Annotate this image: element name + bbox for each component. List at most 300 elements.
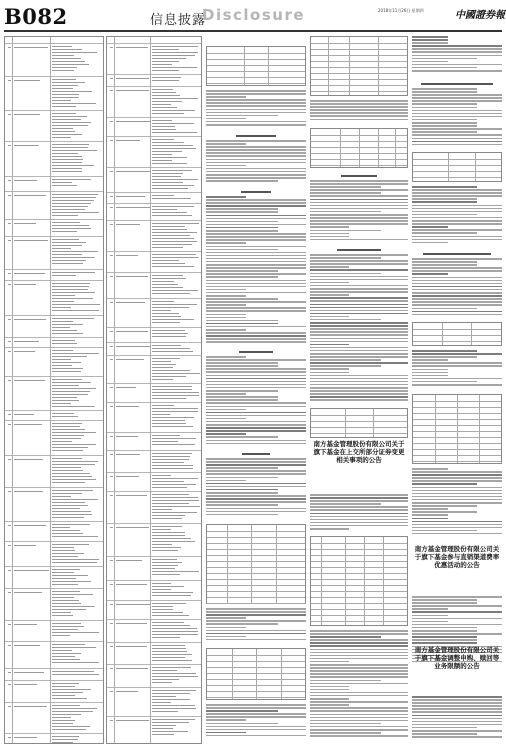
text-line bbox=[206, 246, 306, 248]
detail-text-mark bbox=[152, 107, 177, 108]
fund-name-mark bbox=[14, 273, 45, 274]
detail-text-mark bbox=[52, 594, 93, 595]
detail-text-mark bbox=[152, 61, 179, 62]
table-row-rule bbox=[207, 579, 305, 580]
text-line bbox=[412, 533, 502, 535]
text-line bbox=[412, 267, 502, 269]
text-line bbox=[412, 195, 502, 197]
text-line bbox=[206, 384, 306, 386]
data-table bbox=[310, 36, 408, 96]
text-line bbox=[206, 433, 246, 435]
text-line bbox=[412, 724, 502, 726]
text-line bbox=[412, 627, 477, 629]
table-row-rule bbox=[413, 165, 501, 166]
detail-text-mark bbox=[52, 482, 85, 483]
text-line bbox=[412, 261, 477, 263]
row-number-mark bbox=[8, 491, 11, 492]
text-line bbox=[206, 390, 278, 392]
row-number-mark bbox=[110, 207, 113, 208]
text-line bbox=[310, 353, 408, 355]
text-line bbox=[206, 121, 306, 123]
text-line bbox=[206, 224, 306, 226]
table-column-rule bbox=[232, 649, 233, 699]
detail-text-mark bbox=[152, 157, 187, 158]
text-line bbox=[310, 513, 408, 515]
text-block bbox=[412, 88, 502, 147]
detail-text-mark bbox=[152, 49, 179, 50]
detail-text-mark bbox=[52, 458, 82, 459]
text-line bbox=[310, 334, 408, 336]
text-line bbox=[206, 301, 306, 303]
detail-text-mark bbox=[52, 162, 82, 163]
table-row-rule bbox=[311, 85, 407, 86]
detail-text-mark bbox=[52, 708, 97, 709]
text-line bbox=[206, 335, 306, 337]
detail-text-mark bbox=[52, 185, 77, 186]
text-line bbox=[206, 498, 306, 500]
row-number-mark bbox=[8, 319, 11, 320]
text-line bbox=[310, 506, 408, 508]
row-number-mark bbox=[110, 346, 113, 347]
text-line bbox=[206, 508, 306, 510]
text-line bbox=[412, 88, 477, 90]
detail-text-mark bbox=[52, 324, 83, 325]
detail-text-mark bbox=[52, 49, 82, 50]
table-row-rule bbox=[311, 543, 407, 544]
text-line bbox=[412, 273, 448, 275]
detail-text-mark bbox=[52, 382, 91, 383]
detail-text-mark bbox=[152, 70, 179, 71]
fund-name-mark bbox=[14, 672, 44, 673]
detail-text-mark bbox=[152, 408, 198, 409]
text-line bbox=[310, 211, 381, 213]
detail-text-mark bbox=[152, 420, 185, 421]
table-row bbox=[5, 733, 103, 734]
text-block bbox=[206, 90, 306, 127]
data-table bbox=[310, 128, 408, 168]
detail-text-mark bbox=[152, 423, 186, 424]
detail-text-mark bbox=[52, 632, 99, 633]
fund-name-mark bbox=[116, 495, 147, 496]
row-number-mark bbox=[110, 476, 113, 477]
text-line bbox=[206, 704, 306, 706]
text-line bbox=[310, 636, 381, 638]
table-row bbox=[107, 383, 201, 384]
detail-text-mark bbox=[152, 606, 172, 607]
table-column-divider bbox=[50, 37, 51, 743]
table-row bbox=[5, 410, 103, 411]
text-line bbox=[412, 608, 448, 610]
row-number-mark bbox=[8, 570, 11, 571]
fund-name-mark bbox=[116, 691, 138, 692]
row-number-mark bbox=[8, 195, 11, 196]
table-row-rule bbox=[311, 621, 407, 622]
table-row-rule bbox=[311, 591, 407, 592]
detail-text-mark bbox=[52, 403, 71, 404]
detail-text-mark bbox=[52, 61, 85, 62]
table-row-rule bbox=[311, 73, 407, 74]
text-line bbox=[310, 639, 408, 641]
detail-text-mark bbox=[152, 132, 197, 133]
row-number-mark bbox=[8, 645, 11, 646]
detail-text-mark bbox=[152, 667, 191, 668]
text-block bbox=[206, 356, 306, 446]
detail-text-mark bbox=[52, 318, 94, 319]
text-line bbox=[310, 189, 408, 191]
detail-text-mark bbox=[52, 125, 88, 126]
text-block bbox=[310, 630, 408, 738]
detail-text-mark bbox=[152, 160, 172, 161]
detail-text-mark bbox=[152, 148, 196, 149]
detail-text-mark bbox=[52, 263, 83, 264]
text-line bbox=[310, 220, 408, 222]
text-line bbox=[206, 208, 278, 210]
text-line bbox=[206, 514, 278, 516]
heading-line bbox=[239, 351, 273, 353]
detail-text-mark bbox=[152, 241, 197, 242]
text-line bbox=[206, 323, 278, 325]
text-line bbox=[310, 195, 408, 197]
text-line bbox=[412, 229, 502, 231]
text-line bbox=[310, 183, 408, 185]
detail-text-mark bbox=[152, 459, 189, 460]
detail-text-mark bbox=[52, 64, 89, 65]
text-line bbox=[310, 704, 349, 706]
detail-text-mark bbox=[52, 659, 80, 660]
section-heading bbox=[310, 246, 408, 254]
table-row bbox=[5, 620, 103, 621]
detail-text-mark bbox=[152, 690, 196, 691]
text-line bbox=[412, 508, 448, 510]
text-line bbox=[310, 362, 408, 364]
row-number-mark bbox=[8, 525, 11, 526]
table-row-rule bbox=[207, 83, 305, 84]
fund-name-mark bbox=[14, 592, 42, 593]
detail-text-mark bbox=[52, 429, 85, 430]
detail-text-mark bbox=[52, 391, 90, 392]
detail-text-mark bbox=[152, 151, 182, 152]
detail-text-mark bbox=[152, 654, 192, 655]
row-number-mark bbox=[110, 171, 113, 172]
detail-text-mark bbox=[152, 441, 178, 442]
detail-text-mark bbox=[52, 394, 88, 395]
text-line bbox=[310, 202, 408, 204]
detail-text-mark bbox=[52, 254, 82, 255]
page-number: B082 bbox=[4, 4, 68, 29]
table-row-rule bbox=[207, 573, 305, 574]
detail-text-mark bbox=[52, 222, 80, 223]
fund-name-mark bbox=[14, 223, 36, 224]
text-line bbox=[206, 159, 306, 161]
text-line bbox=[412, 64, 502, 66]
text-line bbox=[206, 483, 306, 485]
detail-text-mark bbox=[52, 674, 99, 675]
detail-text-mark bbox=[152, 417, 194, 418]
issue-date: 2018年11月26日 星期四 bbox=[378, 8, 424, 13]
detail-text-mark bbox=[52, 739, 78, 740]
detail-text-mark bbox=[152, 465, 193, 466]
text-line bbox=[206, 295, 246, 297]
text-line bbox=[206, 365, 278, 367]
detail-text-mark bbox=[152, 518, 182, 519]
text-line bbox=[412, 264, 477, 266]
text-line bbox=[206, 211, 278, 213]
table-row bbox=[107, 450, 201, 451]
text-line bbox=[412, 718, 502, 720]
detail-text-mark bbox=[52, 79, 75, 80]
text-line bbox=[310, 652, 408, 654]
detail-text-mark bbox=[52, 144, 89, 145]
text-line bbox=[412, 468, 448, 470]
detail-text-mark bbox=[52, 70, 74, 71]
fund-name-mark bbox=[116, 454, 140, 455]
text-line bbox=[412, 113, 502, 115]
text-line bbox=[310, 732, 381, 734]
table-row bbox=[107, 203, 201, 204]
text-line bbox=[412, 602, 477, 604]
text-line bbox=[412, 48, 502, 50]
text-line bbox=[206, 359, 306, 361]
text-line bbox=[412, 350, 477, 352]
text-line bbox=[206, 292, 306, 294]
text-line bbox=[310, 291, 408, 293]
text-line bbox=[310, 649, 408, 651]
text-line bbox=[412, 381, 477, 383]
text-line bbox=[206, 205, 306, 207]
text-line bbox=[206, 155, 306, 157]
text-line bbox=[412, 198, 477, 200]
fund-name-mark bbox=[14, 624, 37, 625]
text-line bbox=[412, 58, 477, 60]
detail-text-mark bbox=[52, 134, 82, 135]
table-column-rule bbox=[321, 537, 322, 625]
section-heading bbox=[206, 188, 306, 196]
text-line bbox=[206, 124, 306, 126]
text-line bbox=[412, 128, 502, 130]
text-line bbox=[412, 295, 502, 297]
table-row-rule bbox=[311, 567, 407, 568]
row-number-mark bbox=[8, 341, 11, 342]
text-line bbox=[310, 192, 381, 194]
detail-text-mark bbox=[152, 263, 185, 264]
detail-text-mark bbox=[52, 647, 96, 648]
fund-name-mark bbox=[116, 346, 151, 347]
detail-text-mark bbox=[52, 150, 97, 151]
detail-text-mark bbox=[52, 385, 79, 386]
table-row bbox=[107, 74, 201, 75]
text-line bbox=[310, 307, 408, 309]
table-row-rule bbox=[311, 427, 407, 428]
table-row bbox=[107, 619, 201, 620]
table-row-rule bbox=[207, 567, 305, 568]
section-heading bbox=[206, 132, 306, 140]
fund-name-mark bbox=[14, 114, 40, 115]
detail-text-mark bbox=[52, 289, 88, 290]
detail-text-mark bbox=[52, 524, 90, 525]
table-row bbox=[5, 420, 103, 421]
text-line bbox=[412, 721, 502, 723]
detail-text-mark bbox=[152, 142, 184, 143]
text-line bbox=[310, 266, 349, 268]
text-line bbox=[206, 630, 306, 632]
detail-text-mark bbox=[52, 52, 97, 53]
detail-text-mark bbox=[152, 67, 197, 68]
text-line bbox=[206, 146, 306, 148]
text-line bbox=[206, 236, 306, 238]
table-column-rule bbox=[340, 129, 341, 167]
text-line bbox=[206, 102, 306, 104]
table-column-rule bbox=[442, 323, 443, 345]
text-line bbox=[310, 347, 408, 349]
detail-text-mark bbox=[152, 77, 181, 78]
detail-text-mark bbox=[152, 226, 185, 227]
text-line bbox=[310, 223, 408, 225]
detail-text-mark bbox=[52, 343, 77, 344]
row-number-mark bbox=[110, 454, 113, 455]
text-line bbox=[206, 112, 306, 114]
text-line bbox=[412, 642, 477, 644]
fund-name-mark bbox=[116, 302, 145, 303]
text-line bbox=[412, 94, 502, 96]
text-line bbox=[310, 381, 408, 383]
text-line bbox=[310, 288, 408, 290]
table-row-rule bbox=[207, 65, 305, 66]
text-line bbox=[206, 162, 306, 164]
detail-text-mark bbox=[152, 529, 171, 530]
detail-text-mark bbox=[52, 275, 76, 276]
detail-text-mark bbox=[52, 562, 97, 563]
announcement-title-2: 南方基金管理股份有限公司关于旗下基金参与直销渠道费率优惠活动的公告 bbox=[414, 545, 500, 569]
detail-text-mark bbox=[152, 145, 193, 146]
row-number-mark bbox=[110, 527, 113, 528]
table-row bbox=[5, 269, 103, 270]
text-line bbox=[310, 279, 408, 281]
text-line bbox=[412, 615, 448, 617]
detail-text-mark bbox=[52, 629, 78, 630]
detail-text-mark bbox=[52, 416, 78, 417]
text-line bbox=[206, 196, 246, 198]
text-line bbox=[310, 528, 349, 530]
detail-text-mark bbox=[52, 272, 95, 273]
detail-text-mark bbox=[52, 131, 75, 132]
text-line bbox=[412, 67, 477, 69]
detail-text-mark bbox=[52, 113, 76, 114]
text-line bbox=[412, 527, 502, 529]
table-column-rule bbox=[457, 395, 458, 463]
text-line bbox=[310, 519, 408, 521]
detail-text-mark bbox=[152, 223, 199, 224]
detail-text-mark bbox=[52, 490, 93, 491]
text-line bbox=[206, 480, 246, 482]
detail-text-mark bbox=[52, 413, 74, 414]
detail-text-mark bbox=[152, 615, 189, 616]
text-line bbox=[412, 70, 502, 72]
text-line bbox=[310, 633, 408, 635]
detail-text-mark bbox=[152, 389, 192, 390]
detail-text-mark bbox=[52, 106, 76, 107]
text-line bbox=[206, 729, 306, 731]
row-number-mark bbox=[110, 623, 113, 624]
text-line bbox=[412, 280, 502, 282]
text-line bbox=[412, 624, 502, 626]
table-column-rule bbox=[328, 37, 329, 95]
text-line bbox=[310, 396, 408, 398]
table-column-rule bbox=[345, 537, 346, 625]
detail-text-mark bbox=[152, 456, 189, 457]
detail-text-mark bbox=[152, 275, 183, 276]
table-row-rule bbox=[311, 573, 407, 574]
table-row-rule bbox=[413, 177, 501, 178]
detail-text-mark bbox=[52, 82, 85, 83]
table-row-rule bbox=[311, 61, 407, 62]
detail-text-mark bbox=[52, 626, 84, 627]
detail-text-mark bbox=[152, 364, 176, 365]
table-row bbox=[5, 702, 103, 703]
detail-text-mark bbox=[52, 423, 82, 424]
detail-text-mark bbox=[152, 254, 196, 255]
row-number-mark bbox=[110, 668, 113, 669]
detail-text-mark bbox=[52, 623, 81, 624]
text-line bbox=[206, 215, 306, 217]
text-line bbox=[412, 730, 502, 732]
detail-text-mark bbox=[52, 569, 80, 570]
detail-text-mark bbox=[152, 235, 190, 236]
detail-text-mark bbox=[52, 356, 87, 357]
detail-text-mark bbox=[152, 123, 194, 124]
text-line bbox=[412, 480, 502, 482]
text-line bbox=[310, 375, 408, 377]
text-line bbox=[310, 356, 408, 358]
detail-text-mark bbox=[152, 373, 200, 374]
table-row-rule bbox=[413, 341, 501, 342]
text-line bbox=[206, 489, 278, 491]
text-line bbox=[206, 418, 246, 420]
text-line bbox=[310, 331, 408, 333]
detail-text-mark bbox=[152, 565, 177, 566]
text-line bbox=[206, 174, 306, 176]
detail-text-mark bbox=[52, 644, 85, 645]
text-line bbox=[206, 221, 278, 223]
table-column-rule bbox=[378, 129, 379, 167]
detail-text-mark bbox=[152, 113, 184, 114]
detail-text-mark bbox=[152, 411, 198, 412]
detail-text-mark bbox=[52, 340, 75, 341]
detail-text-mark bbox=[52, 365, 72, 366]
text-line bbox=[206, 639, 306, 641]
text-line bbox=[206, 620, 306, 622]
detail-text-mark bbox=[152, 110, 195, 111]
detail-text-mark bbox=[52, 720, 75, 721]
text-line bbox=[310, 720, 408, 722]
detail-text-mark bbox=[152, 247, 183, 248]
detail-text-mark bbox=[152, 628, 197, 629]
detail-text-mark bbox=[52, 435, 84, 436]
heading-line bbox=[341, 175, 376, 177]
row-number-mark bbox=[8, 80, 11, 81]
detail-text-mark bbox=[152, 503, 188, 504]
detail-text-mark bbox=[152, 386, 192, 387]
detail-text-mark bbox=[152, 293, 190, 294]
text-line bbox=[206, 415, 306, 417]
text-line bbox=[206, 636, 246, 638]
fund-name-mark bbox=[116, 140, 140, 141]
detail-text-mark bbox=[52, 200, 94, 201]
fund-name-mark bbox=[14, 240, 48, 241]
detail-text-mark bbox=[52, 508, 80, 509]
announcement-title-3: 南方基金管理股份有限公司关于旗下基金调整申购、赎回等业务限额的公告 bbox=[414, 646, 500, 670]
announcement-column-right bbox=[412, 36, 502, 744]
detail-text-mark bbox=[152, 571, 199, 572]
